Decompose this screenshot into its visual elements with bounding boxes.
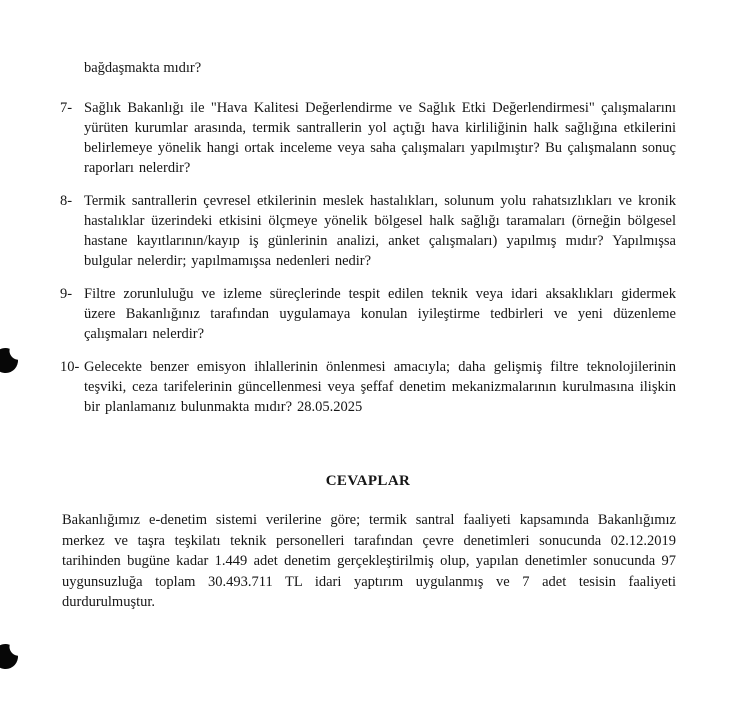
question-number: 8- <box>60 193 73 209</box>
question-item-7 <box>60 98 676 178</box>
answers-heading: CEVAPLAR <box>325 473 411 489</box>
ink-blot-artifact-bottom <box>0 642 20 670</box>
question-text: Gelecekte benzer emisyon ihlallerinin önlenmesi amacıyla; daha gelişmiş filtre teknolojilerinin teşviki, ceza tarifelerinin güncellenmesi veya şeffaf denetim mekanizmalarının kurulmasına ilişkin bir planlamanız bulunmakta mıdır? 28.05.2025 <box>84 359 676 415</box>
question-item-10 <box>60 357 676 417</box>
carryover-question-fragment: bağdaşmakta mıdır? <box>84 60 202 76</box>
question-item-8 <box>60 191 676 271</box>
question-list <box>60 98 676 417</box>
answer-paragraph: Bakanlığımız e-denetim sistemi verilerine göre; termik santral faaliyeti kapsamında Bakanlığımız merkez ve taşra teşkilatı teknik personelleri tarafından çevre denetimleri sonucunda 02.12.2019 tarihinden bugüne kadar 1.449 adet denetim gerçekleştirilmiş olup, yapılan denetimler sonucunda 97 uygunsuzluğa toplam 30.493.711 TL idari yaptırım uygulanmış ve 7 adet tesisin faaliyeti durdurulmuştur. <box>62 512 676 610</box>
question-number: 7- <box>60 100 73 116</box>
question-text: Sağlık Bakanlığı ile "Hava Kalitesi Değerlendirme ve Sağlık Etki Değerlendirmesi" çalışmalarını yürüten kurumlar arasında, termik santrallerin yol açtığı hava kirliliğinin halk sağlığına etkilerini belirlemeye yönelik hangi ortak inceleme veya saha çalışmaları yapılmıştır? Bu çalışmalann sonuç raporları nelerdir? <box>84 100 676 176</box>
question-text: Filtre zorunluluğu ve izleme süreçlerinde tespit edilen teknik veya idari aksaklıkları gidermek üzere Bakanlığınız tarafından uygulamaya konulan iyileştirme tedbirleri ve yeni düzenleme çalışmaları nelerdir? <box>84 286 676 342</box>
question-number: 10- <box>60 359 80 375</box>
question-text: Termik santrallerin çevresel etkilerinin meslek hastalıkları, solunum yolu rahatsızlıkları ve kronik hastalıklar üzerindeki etkisini ölçmeye yönelik bölgesel halk sağlığı taramaları (örneğin bölgesel hastane kayıtlarının/kayıp iş günlerinin analizi, anket çalışmaları) yapılmış mıdır? Yapılmışsa bulgular nelerdir; yapılmamışsa nedenleri nedir? <box>84 193 676 269</box>
question-item-9 <box>60 284 676 344</box>
question-number: 9- <box>60 286 73 302</box>
